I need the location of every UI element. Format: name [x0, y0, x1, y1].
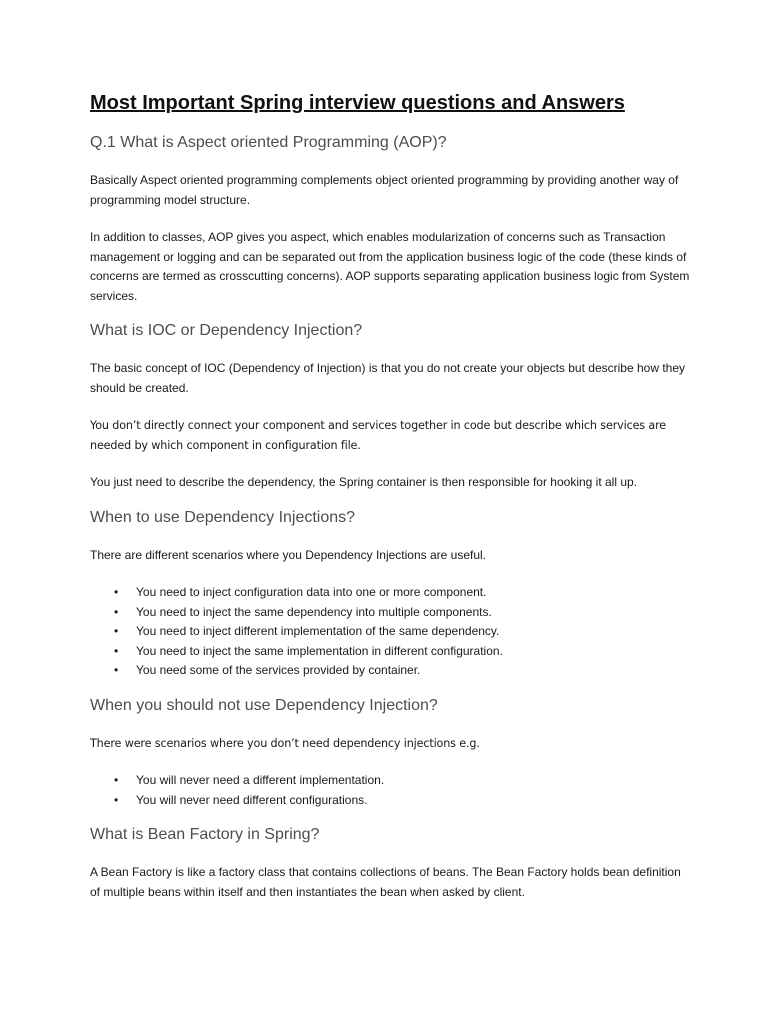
list-item — [90, 603, 690, 623]
bullet-icon: • — [114, 773, 119, 787]
when-not-to-use-intro: There were scenarios where you don’t need dependency injections e.g. — [90, 736, 480, 750]
list-item-text: You need some of the services provided by container. — [136, 663, 421, 677]
ioc-paragraph-1: The basic concept of IOC (Dependency of Injection) is that you do not create your objects but describe how they should be created. — [90, 361, 685, 395]
list-item — [90, 622, 690, 642]
list-item — [90, 791, 690, 811]
list-item-text: You will never need different configurations. — [136, 792, 368, 807]
list-item-text: You will never need a different implementation. — [136, 773, 385, 787]
section-heading-aop: Q.1 What is Aspect oriented Programming (AOP)? — [90, 134, 447, 151]
section-heading-when-to-use-di: When to use Dependency Injections? — [90, 508, 356, 526]
document-title: Most Important Spring interview questions and Answers — [90, 92, 625, 114]
document-content — [90, 88, 690, 902]
aop-paragraph-1: Basically Aspect oriented programming complements object oriented programming by providing another way of programming model structure. — [90, 173, 679, 207]
bullet-icon: • — [114, 663, 119, 677]
bullet-icon: • — [114, 643, 119, 658]
when-to-use-intro: There are different scenarios where you Dependency Injections are useful. — [90, 547, 487, 562]
list-item-text: You need to inject configuration data into one or more component. — [136, 585, 487, 599]
ioc-paragraph-3: You just need to describe the dependency, the Spring container is then responsible for hooking it all up. — [90, 475, 638, 489]
ioc-paragraph-2: You don’t directly connect your component and services together in code but describe which services are needed by which component in configuration file. — [90, 419, 667, 452]
list-item-text: You need to inject the same dependency into multiple components. — [136, 604, 492, 619]
bullet-icon: • — [114, 624, 119, 638]
list-item — [90, 583, 690, 603]
list-item — [90, 771, 690, 791]
when-to-use-list — [90, 583, 690, 681]
list-item-text: You need to inject different implementation of the same dependency. — [136, 624, 500, 638]
section-heading-ioc: What is IOC or Dependency Injection? — [90, 322, 363, 339]
list-item — [90, 642, 690, 662]
when-not-to-use-list — [90, 771, 690, 810]
list-item-text: You need to inject the same implementation in different configuration. — [136, 643, 503, 658]
section-heading-when-not-to-use-di: When you should not use Dependency Injection? — [90, 696, 438, 714]
bullet-icon: • — [114, 792, 119, 807]
aop-paragraph-2: In addition to classes, AOP gives you aspect, which enables modularization of concerns such as Transaction management or logging and can be separated out from the application business logic of the code (these kinds of concerns are termed as crosscutting concerns). AOP supports separating application business logic from System services. — [90, 230, 690, 303]
list-item — [90, 661, 690, 681]
section-heading-bean-factory: What is Bean Factory in Spring? — [90, 826, 320, 843]
bean-factory-paragraph-1: A Bean Factory is like a factory class that contains collections of beans. The Bean Factory holds bean definition of multiple beans within itself and then instantiates the bean when asked by client. — [90, 865, 681, 899]
bullet-icon: • — [114, 604, 119, 619]
bullet-icon: • — [114, 585, 119, 599]
